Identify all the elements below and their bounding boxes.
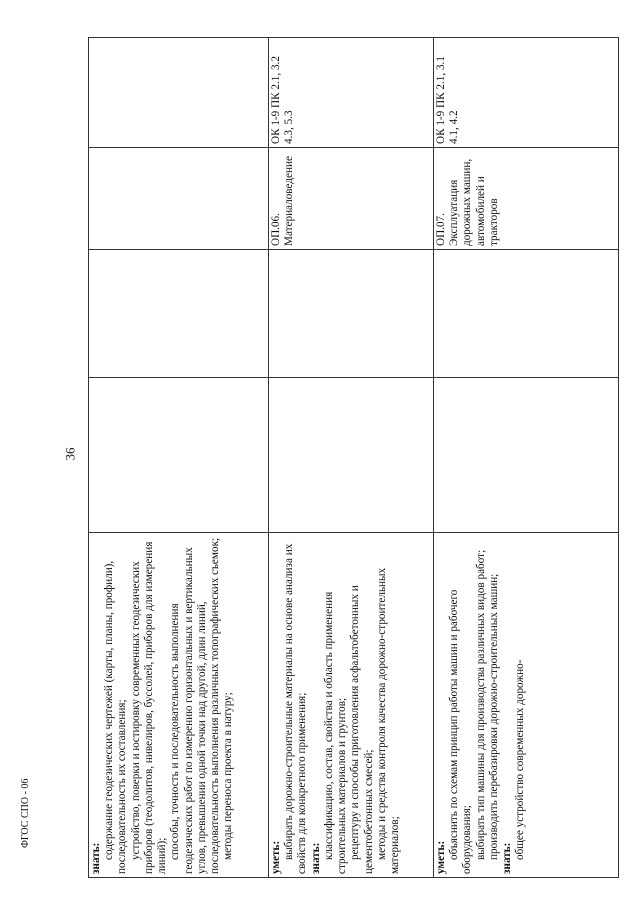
section-heading: знать: (90, 842, 102, 874)
empty-cell (89, 378, 269, 533)
discipline-cell (89, 148, 269, 250)
content-line: содержание геодезических чертежей (карты, планы, профили), последовательность их составления; (103, 560, 129, 874)
content-cell (434, 533, 619, 878)
content-cell (269, 533, 434, 878)
section-heading: знать: (309, 842, 322, 874)
content-line: производить перебазировки дорожно-строительных машин; (487, 573, 500, 860)
discipline-cell: ОП.07. Эксплуатация дорожных машин, автомобилей и тракторов (434, 148, 619, 250)
content-line: методы переноса проекта в натуру; (222, 692, 235, 860)
content-line: общее устройство современных дорожно- (514, 659, 527, 860)
curriculum-table (88, 37, 619, 878)
content-line: классификацию, состав, свойства и область применения строительных материалов и грунтов; (322, 591, 349, 874)
content-line: рецептуру и способы приготовления асфальтобетонных и цементобетонных смесей; (349, 585, 375, 874)
content-line: выбирать тип машины для производства различных видов работ; (474, 549, 487, 860)
section-heading: уметь: (435, 840, 447, 874)
content-line: способы, точность и последовательность выполнения геодезических работ по измерению горизонтальных и вертикальных углов, превышении одной точки над другой, длин линий, последовательность выполнения различных топографических съемок; (169, 537, 221, 874)
empty-cell (89, 250, 269, 378)
competency-cell: ОК 1-9 ПК 2.1, 3.2 4.3, 5.3 (269, 38, 434, 148)
content-line: устройство, поверки и юстировку современных геодезических приборов (теодолитов, нивелиров, буссолей, приборов для измерения линий); (129, 541, 169, 874)
content-line: объяснить по схемам принцип работы машин и рабочего оборудования; (448, 589, 474, 874)
table-row (269, 38, 434, 878)
empty-cell (269, 250, 434, 378)
empty-cell (434, 250, 619, 378)
competency-cell: ОК 1-9 ПК 2.1, 3.1 4.1, 4.2 (434, 38, 619, 148)
competency-cell (89, 38, 269, 148)
content-cell (89, 533, 269, 878)
content-line: выбирать дорожно-строительные материалы на основе анализа их свойств для конкретного применения; (283, 543, 309, 874)
section-heading: знать: (501, 842, 514, 874)
curriculum-table-wrapper (88, 38, 618, 878)
section-heading: уметь: (270, 840, 282, 874)
discipline-cell: ОП.06. Материаловедение (269, 148, 434, 250)
page-number: 36 (62, 447, 78, 461)
table-row (89, 38, 269, 878)
empty-cell (269, 378, 434, 533)
footer-label: ФГОС СПО - 06 (20, 778, 31, 848)
empty-cell (434, 378, 619, 533)
table-row (434, 38, 619, 878)
content-line: методы и средства контроля качества дорожно-строительных материалов; (375, 567, 401, 874)
